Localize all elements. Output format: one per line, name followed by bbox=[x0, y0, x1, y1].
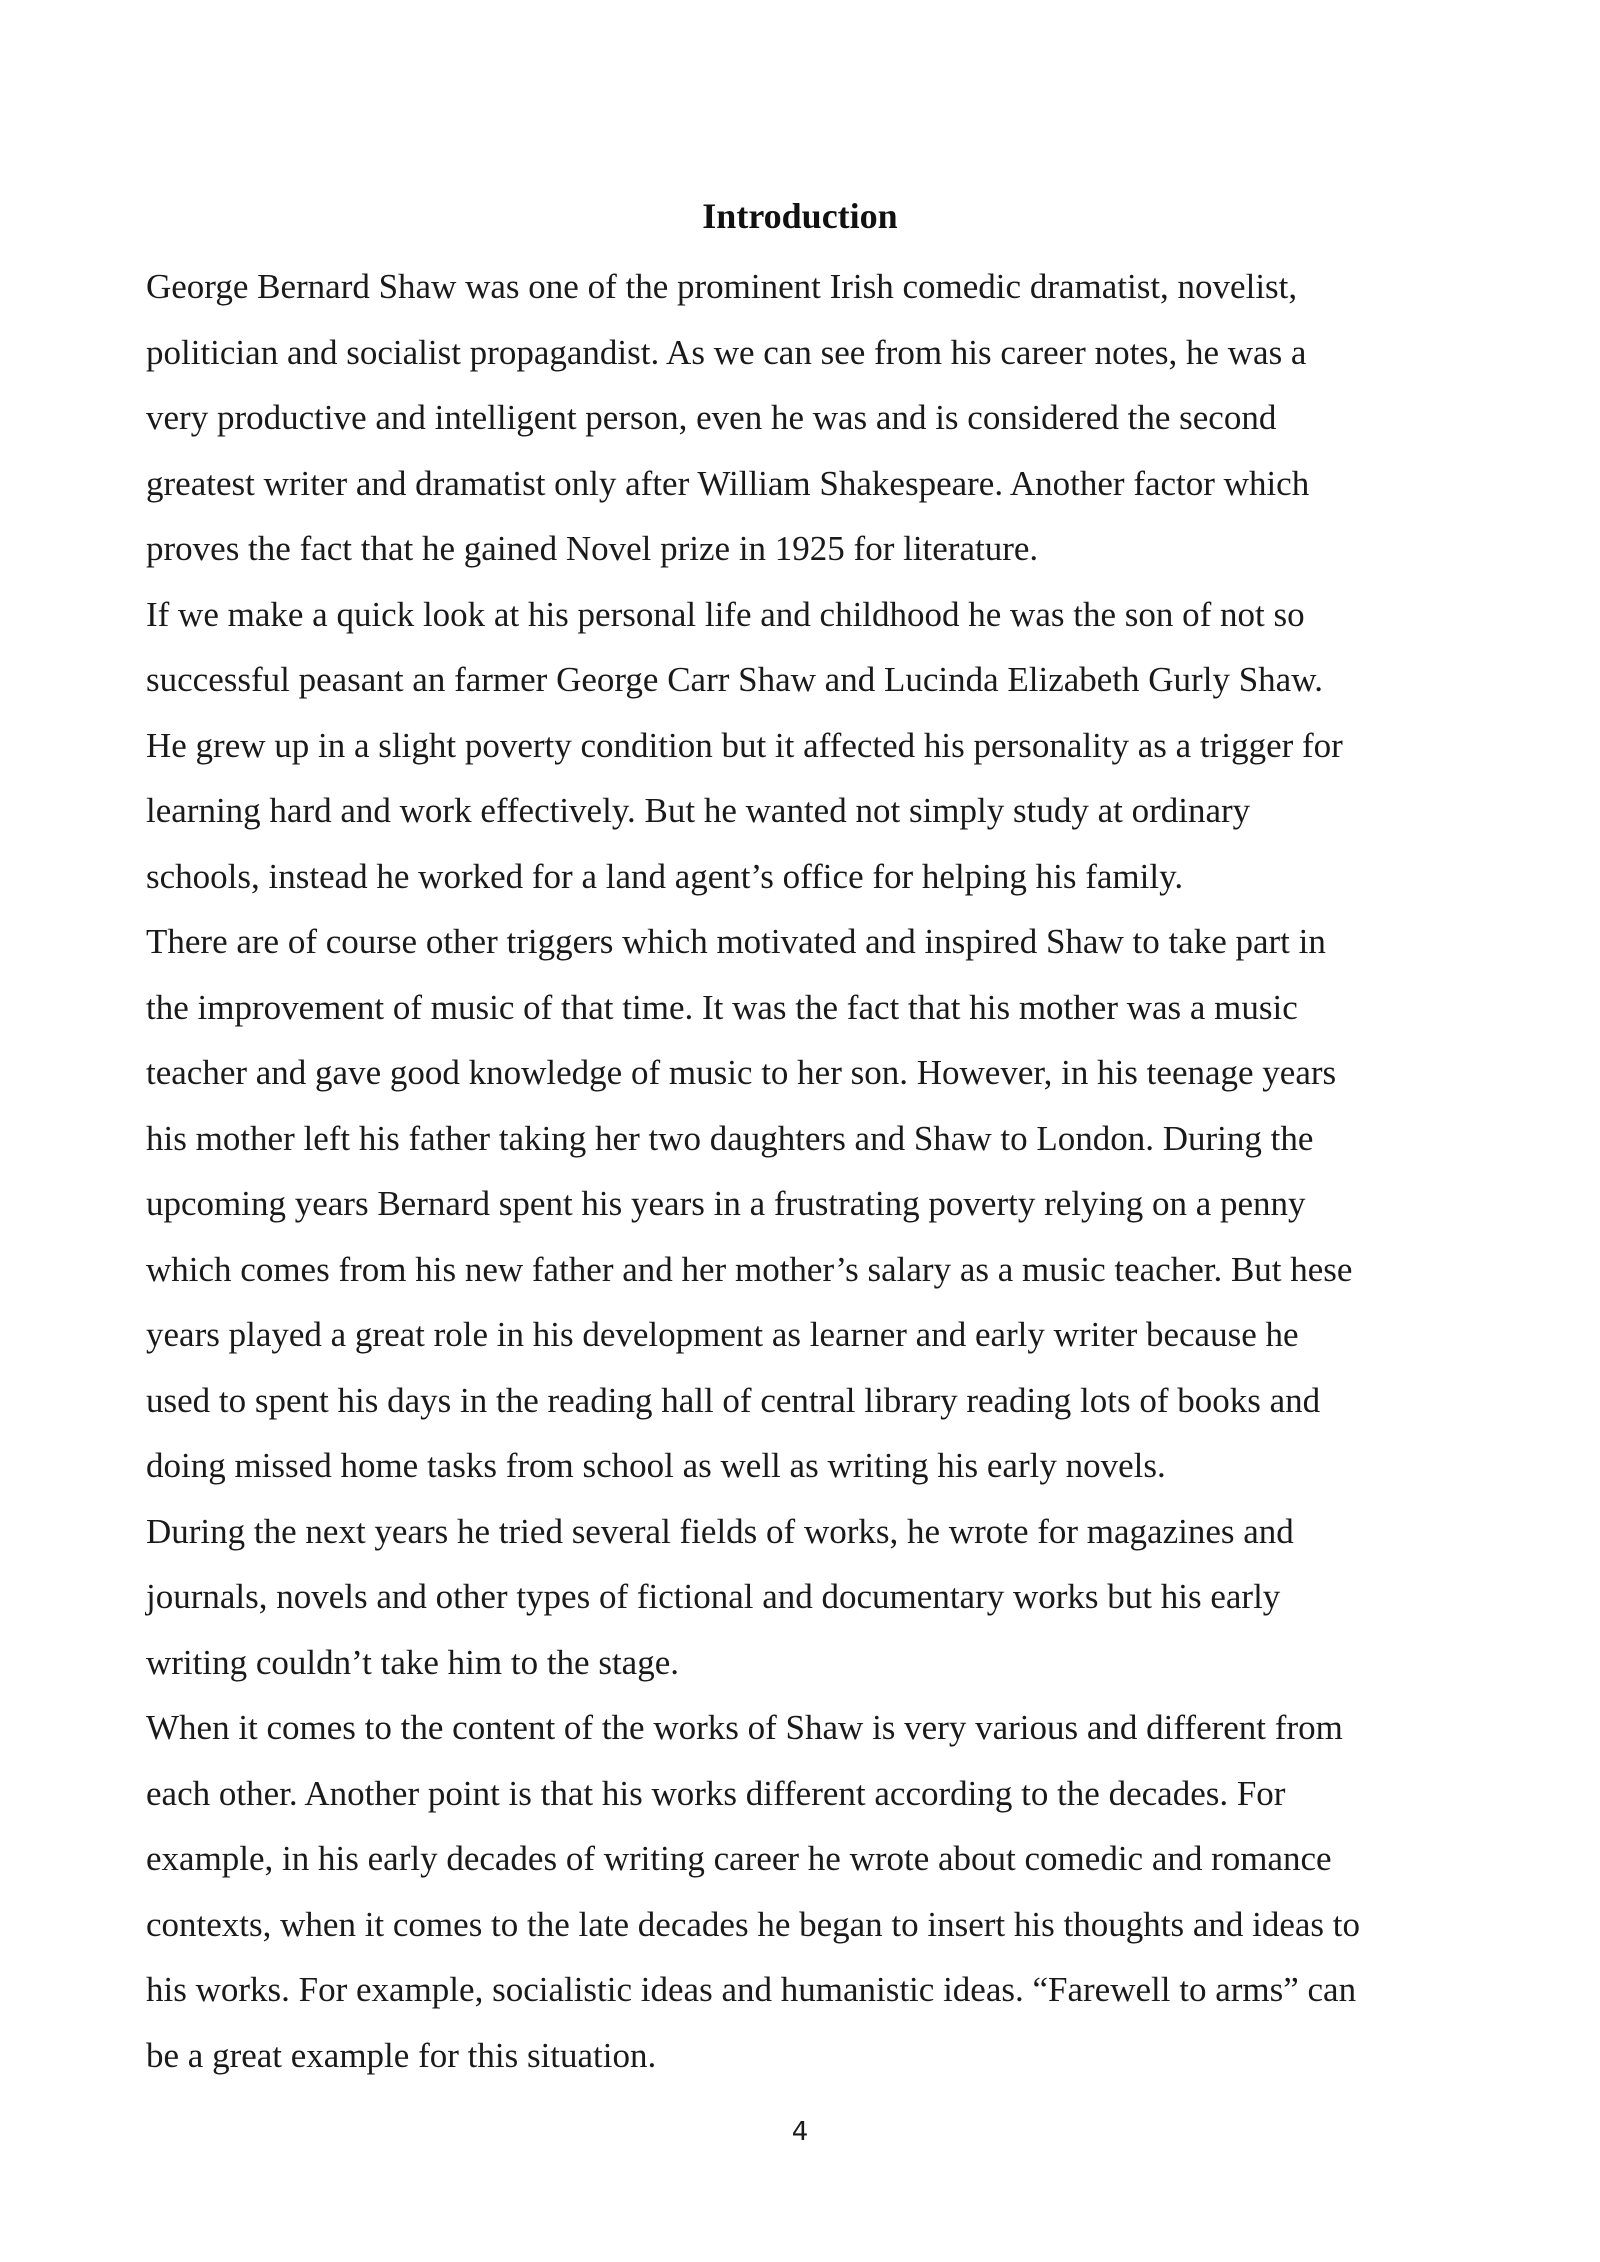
text-line: successful peasant an farmer George Carr Shaw and Lucinda Elizabeth Gurly Shaw. bbox=[146, 660, 1323, 699]
text-line: doing missed home tasks from school as well as writing his early novels. bbox=[146, 1446, 1166, 1485]
text-line: learning hard and work effectively. But he wanted not simply study at ordinary bbox=[146, 791, 1251, 830]
text-line: the improvement of music of that time. It was the fact that his mother was a music bbox=[146, 987, 1298, 1027]
text-line: contexts, when it comes to the late decades he began to insert his thoughts and ideas to bbox=[146, 1904, 1360, 1944]
text-line: very productive and intelligent person, even he was and is considered the second bbox=[146, 398, 1277, 437]
text-line: used to spent his days in the reading hall of central library reading lots of books and bbox=[146, 1380, 1321, 1420]
text-line: journals, novels and other types of fictional and documentary works but his early bbox=[146, 1577, 1281, 1616]
page-number: 4 bbox=[791, 2117, 809, 2147]
text-line: his works. For example, socialistic ideas and humanistic ideas. “Farewell to arms” can bbox=[146, 1970, 1357, 2009]
text-line: When it comes to the content of the works of Shaw is very various and different from bbox=[146, 1708, 1343, 1747]
page-heading: Introduction bbox=[702, 196, 898, 236]
text-line: be a great example for this situation. bbox=[146, 2035, 657, 2075]
text-line: George Bernard Shaw was one of the prominent Irish comedic dramatist, novelist, bbox=[146, 267, 1298, 306]
text-line: greatest writer and dramatist only after William Shakespeare. Another factor which bbox=[146, 463, 1310, 503]
text-line: teacher and gave good knowledge of music to her son. However, in his teenage years bbox=[146, 1053, 1337, 1092]
text-line: each other. Another point is that his works different according to the decades. For bbox=[146, 1773, 1286, 1813]
text-line: example, in his early decades of writing career he wrote about comedic and romance bbox=[146, 1839, 1332, 1878]
text-line: politician and socialist propagandist. As we can see from his career notes, he was a bbox=[146, 332, 1307, 372]
text-line: proves the fact that he gained Novel prize in 1925 for literature. bbox=[146, 529, 1039, 568]
text-line: He grew up in a slight poverty condition but it affected his personality as a trigger for bbox=[146, 725, 1343, 765]
body-text bbox=[146, 254, 1466, 2088]
text-line: upcoming years Bernard spent his years in a frustrating poverty relying on a penny bbox=[146, 1184, 1306, 1223]
text-line: years played a great role in his development as learner and early writer because he bbox=[146, 1315, 1299, 1354]
text-line: During the next years he tried several fields of works, he wrote for magazines and bbox=[146, 1511, 1294, 1551]
text-line: If we make a quick look at his personal life and childhood he was the son of not so bbox=[146, 594, 1305, 634]
text-line: schools, instead he worked for a land agent’s office for helping his family. bbox=[146, 856, 1184, 896]
text-line: which comes from his new father and her mother’s salary as a music teacher. But hese bbox=[146, 1249, 1353, 1289]
text-line: There are of course other triggers which motivated and inspired Shaw to take part in bbox=[146, 922, 1326, 961]
text-line: writing couldn’t take him to the stage. bbox=[146, 1642, 679, 1682]
text-line: his mother left his father taking her two daughters and Shaw to London. During the bbox=[146, 1118, 1314, 1158]
